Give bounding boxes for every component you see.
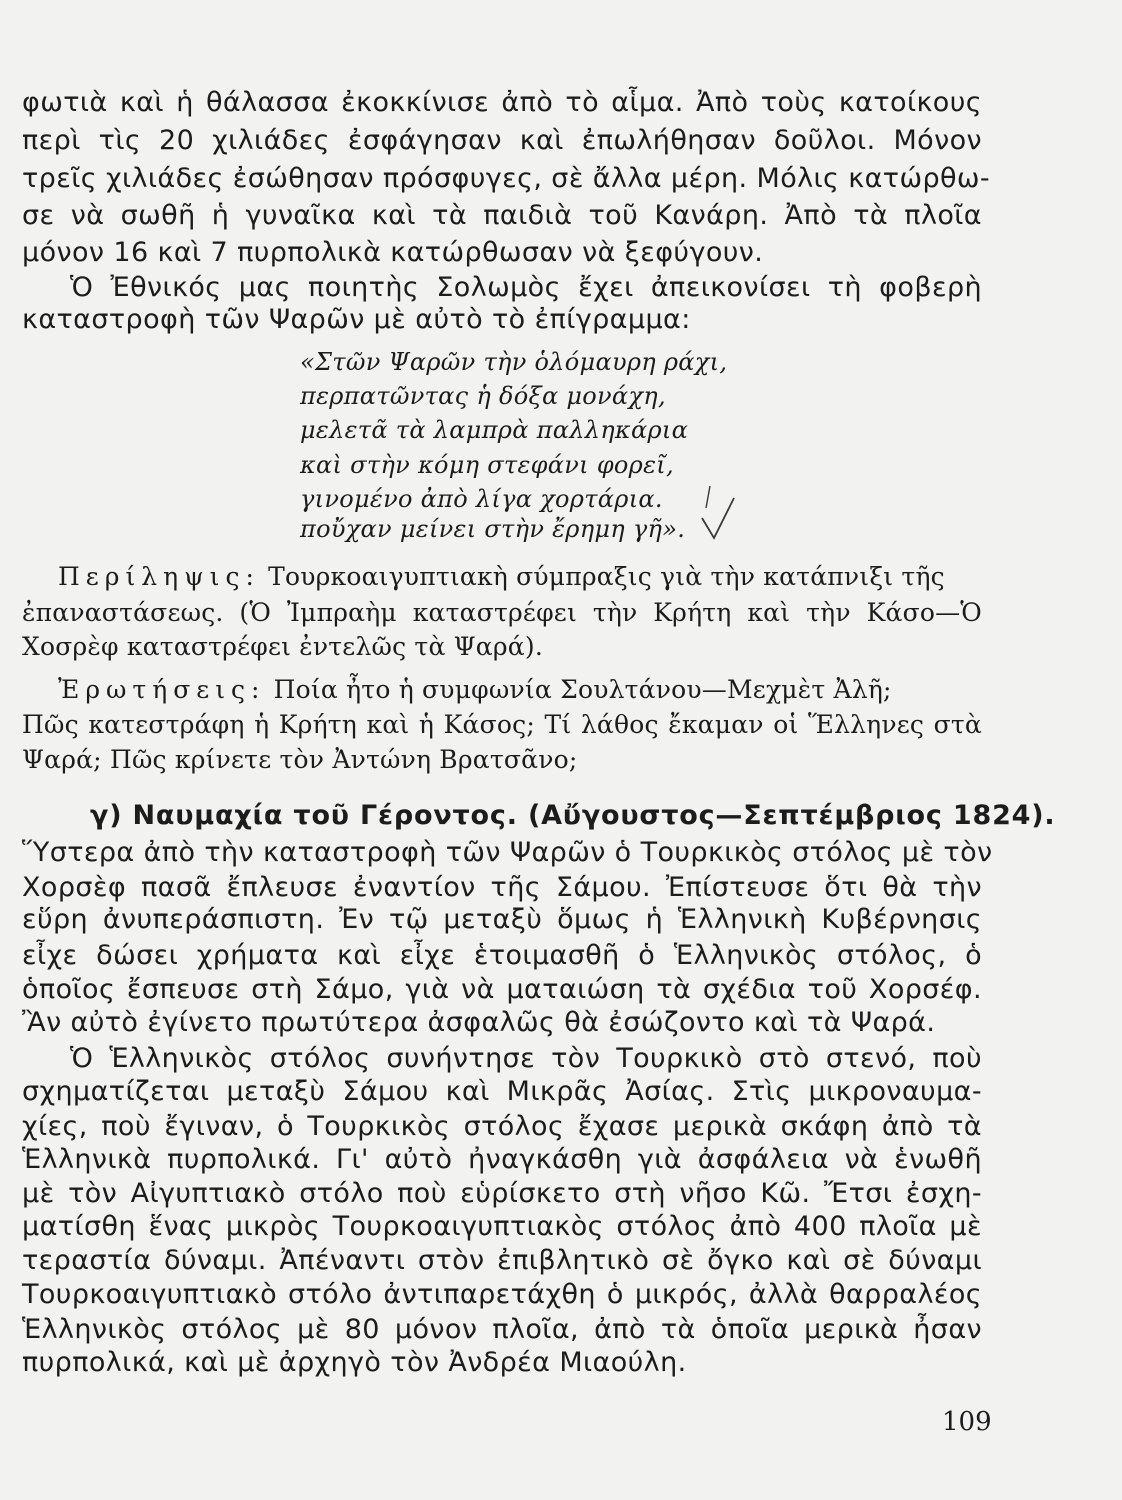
text-line: Ἑλληνικὸς στόλος μὲ 80 μόνον πλοῖα, ἀπὸ τὰ ὁποῖα μερικὰ ἦσαν [22,1314,982,1345]
summary-label: Περίληψις: [58,562,260,591]
text-line: Τουρκοαιγυπτιακὸ στόλο ἀντιπαρετάχθη ὁ μικρός, ἀλλὰ θαρραλέος [22,1279,982,1310]
questions-label: Ἐρωτήσεις: [58,675,266,704]
page-number: 109 [942,1407,992,1437]
poem-line: γινομένο ἀπὸ λίγα χορτάρια. [300,485,663,513]
text-line: ὁποῖος ἔσπευσε στὴ Σάμο, γιὰ νὰ ματαιώση τὰ σχέδια τοῦ Χορσέφ. [22,974,982,1005]
questions-line: Πῶς κατεστράφη ἡ Κρήτη καὶ ἡ Κάσος; Τί λάθος ἔκαμαν οἱ Ἕλληνες στὰ [22,710,982,739]
summary-line: Χοσρὲφ καταστρέφει ἐντελῶς τὰ Ψαρά). [22,632,543,661]
summary-line-1 [58,560,982,594]
summary-line: ἐπαναστάσεως. (Ὁ Ἰμπραὴμ καταστρέφει τὴν Κρήτη καὶ τὴν Κάσο—Ὁ [22,598,982,627]
text-line: χίες, ποὺ ἔγιναν, ὁ Τουρκικὸς στόλος ἔχασε μερικὰ σκάφη ἀπὸ τὰ [22,1111,982,1142]
text-line: περὶ τὶς 20 χιλιάδες ἐσφάγησαν καὶ ἐπωλήθησαν δοῦλοι. Μόνον [22,125,982,156]
questions-line: Ψαρά; Πῶς κρίνετε τὸν Ἀντώνη Βρατσᾶνο; [22,745,578,774]
text-line: Ἑλληνικὰ πυρπολικά. Γι' αὐτὸ ἠναγκάσθη γιὰ ἀσφάλεια νὰ ἑνωθῆ [22,1144,982,1175]
text-line: φωτιὰ καὶ ἡ θάλασσα ἐκοκκίνισε ἀπὸ τὸ αἷμα. Ἀπὸ τοὺς κατοίκους [22,87,982,118]
summary-text: Τουρκοαιγυπτιακὴ σύμπραξις γιὰ τὴν κατάπνιξι τῆς [268,562,945,591]
text-line: μόνον 16 καὶ 7 πυρπολικὰ κατώρθωσαν νὰ ξεφύγουν. [22,237,764,268]
poem-line: «Στῶν Ψαρῶν τὴν ὁλόμαυρη ράχι, [300,348,728,376]
text-line: Ἂν αὐτὸ ἐγίνετο πρωτύτερα ἀσφαλῶς θὰ ἐσώζοντο καὶ τὰ Ψαρά. [22,1007,936,1038]
text-line: τρεῖς χιλιάδες ἐσώθησαν πρόσφυγες, σὲ ἄλλα μέρη. Μόλις κατώρθω- [22,163,991,194]
text-line: σχηματίζεται μεταξὺ Σάμου καὶ Μικρᾶς Ἀσίας. Στὶς μικροναυμα- [22,1076,982,1107]
poem-line: καὶ στὴν κόμη στεφάνι φορεῖ, [300,451,674,479]
text-line: σε νὰ σωθῆ ἡ γυναῖκα καὶ τὰ παιδιὰ τοῦ Κανάρη. Ἀπὸ τὰ πλοῖα [22,200,982,231]
text-line: μὲ τὸν Αἰγυπτιακὸ στόλο ποὺ εὑρίσκετο στὴ νῆσο Κῶ. Ἔτσι ἐσχη- [22,1178,982,1209]
text-line: εὕρη ἀνυπεράσπιστη. Ἐν τῷ μεταξὺ ὅμως ἡ Ἑλληνικὴ Κυβέρνησις [22,904,982,935]
poem-line: περπατῶντας ἡ δόξα μονάχη, [300,382,666,410]
section-heading: γ) Ναυμαχία τοῦ Γέροντος. (Αὔγουστος—Σεπτέμβριος 1824). [90,800,1056,831]
text-line: τεραστία δύναμι. Ἀπέναντι στὸν ἐπιβλητικὸ σὲ ὄγκο καὶ σὲ δύναμι [22,1245,982,1276]
questions-line-1 [58,673,982,707]
text-line: Ὕστερα ἀπὸ τὴν καταστροφὴ τῶν Ψαρῶν ὁ Τουρκικὸς στόλος μὲ τὸν [22,837,993,868]
text-line: καταστροφὴ τῶν Ψαρῶν μὲ αὐτὸ τὸ ἐπίγραμμα: [22,304,691,335]
poem-line: μελετᾶ τὰ λαμπρὰ παλληκάρια [300,416,689,444]
text-line: πυρπολικά, καὶ μὲ ἀρχηγὸ τὸν Ἀνδρέα Μιαούλη. [22,1347,687,1378]
text-line: Ὁ Ἐθνικός μας ποιητὴς Σολωμὸς ἔχει ἀπεικονίσει τὴ φοβερὴ [70,272,982,303]
pencil-checkmark-icon [682,478,742,548]
questions-text: Ποία ἦτο ἡ συμφωνία Σουλτάνου—Μεχμὲτ Ἀλῆ; [273,675,892,704]
text-line: ματίσθη ἕνας μικρὸς Τουρκοαιγυπτιακὸς στόλος ἀπὸ 400 πλοῖα μὲ [22,1211,982,1242]
poem-line: ποὔχαν μείνει στὴν ἔρημη γῆ». [300,515,686,543]
text-line: Χορσὲφ πασᾶ ἔπλευσε ἐναντίον τῆς Σάμου. Ἐπίστευσε ὅτι θὰ τὴν [22,872,982,903]
text-line: εἶχε δώσει χρήματα καὶ εἶχε ἑτοιμασθῆ ὁ Ἑλληνικὸς στόλος, ὁ [22,940,982,971]
text-line: Ὁ Ἑλληνικὸς στόλος συνήντησε τὸν Τουρκικὸ στὸ στενό, ποὺ [70,1043,982,1074]
